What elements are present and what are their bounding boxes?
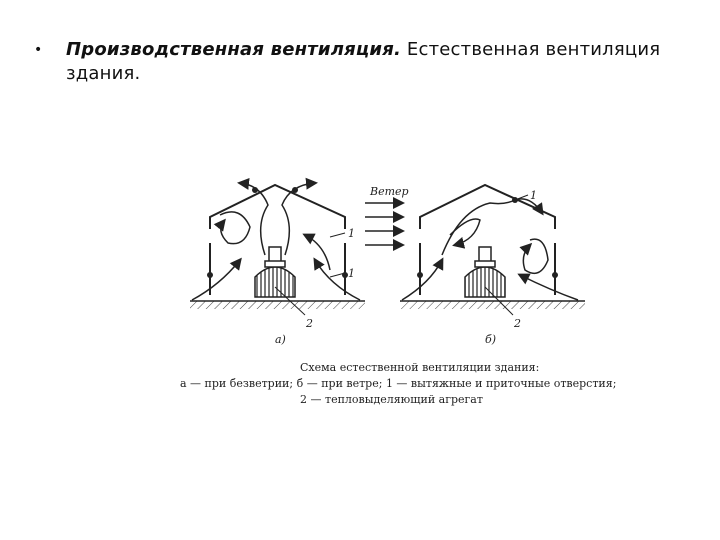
diagram-b [400,185,585,309]
label-2-b: 2 [514,317,521,330]
caption-line-2: 2 — тепловыделяющий агрегат [300,393,483,406]
heat-unit-a [255,267,295,297]
bullet-text [66,38,676,86]
label-2-a: 2 [306,317,313,330]
wind-arrows [365,203,402,245]
label-a: а) [275,333,286,346]
label-1-b: 1 [530,189,537,202]
ground-a [190,301,365,309]
label-1-top-a: 1 [348,227,355,240]
ground-b [400,301,585,309]
caption-title: Схема естественной вентиляции здания: [300,361,540,374]
heat-unit-b [465,267,505,297]
heading-bold: Производственная вентиляция. [66,39,401,60]
bullet-dot: • [34,42,43,58]
label-1-bottom-a: 1 [348,267,355,280]
wind-label: Ветер [370,185,409,198]
caption-line-1: а — при безветрии; б — при ветре; 1 — вытяжные и приточные отверстия; [180,377,617,390]
heading-rest: Естественная вентиляция здания. [66,39,661,84]
ventilation-figure [180,165,617,425]
label-b: б) [485,333,497,346]
diagram-a [190,183,365,309]
